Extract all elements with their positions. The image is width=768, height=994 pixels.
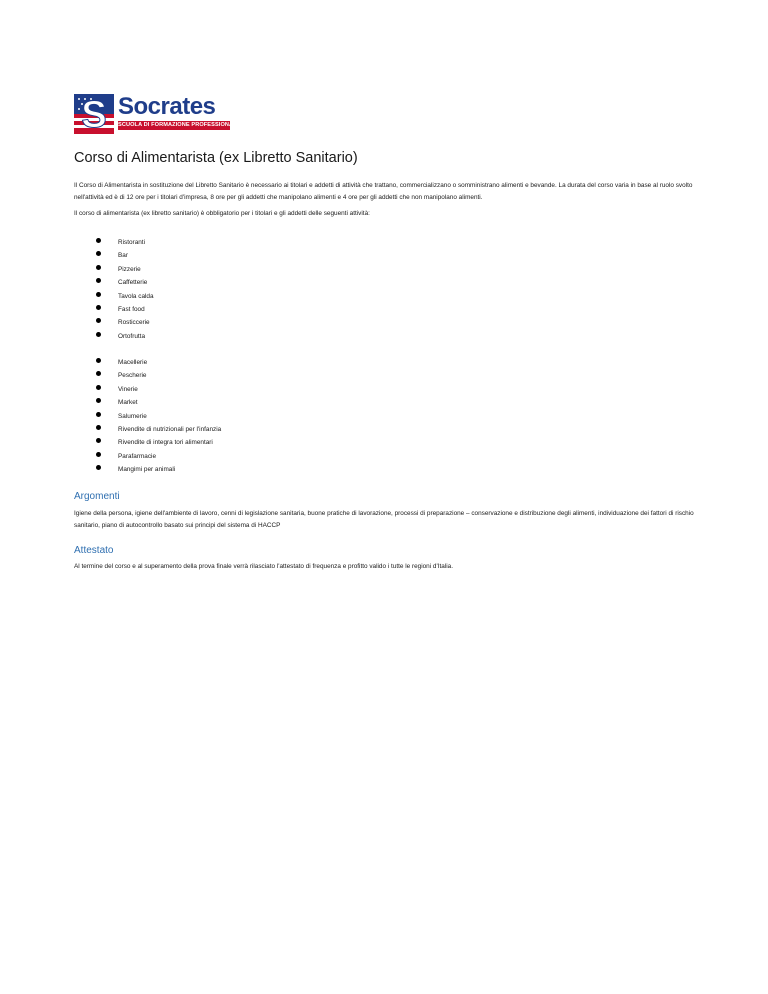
bullet-icon: [96, 398, 101, 403]
list-item-label: Bar: [118, 252, 128, 260]
activities-list-1: [92, 236, 154, 343]
attestato-heading: Attestato: [74, 545, 114, 556]
bullet-icon: [96, 318, 101, 323]
list-item-label: Salumerie: [118, 412, 147, 420]
bullet-icon: [96, 292, 101, 297]
page-title: Corso di Alimentarista (ex Libretto Sanitario): [74, 150, 358, 166]
list-item: [92, 330, 154, 343]
bullet-icon: [96, 425, 101, 430]
bullet-icon: [96, 251, 101, 256]
attestato-text: Al termine del corso e al superamento della prova finale verrà rilasciato l'attestato di frequenza e profitto valido i tutte le regioni d'Italia.: [74, 563, 453, 570]
bullet-icon: [96, 385, 101, 390]
list-item: [92, 423, 221, 436]
bullet-icon: [96, 371, 101, 376]
obligation-paragraph: Il corso di alimentarista (ex libretto sanitario) è obbligatorio per i titolari e gli addetti delle seguenti attività:: [74, 210, 370, 217]
bullet-icon: [96, 412, 101, 417]
list-item-label: Market: [118, 399, 138, 407]
list-item-label: Rivendite di nutrizionali per l'infanzia: [118, 425, 222, 433]
list-item: [92, 263, 154, 276]
list-item: [92, 249, 154, 262]
socrates-logo: [74, 93, 241, 134]
list-item-label: Rosticcerie: [118, 319, 150, 327]
bullet-icon: [96, 305, 101, 310]
list-item: [92, 236, 154, 249]
list-item-label: Vinerie: [118, 385, 138, 393]
list-item: [92, 276, 154, 289]
list-item: [92, 303, 154, 316]
list-item: [92, 383, 221, 396]
list-item-label: Tavola calda: [118, 292, 154, 300]
intro-paragraph: Il Corso di Alimentarista in sostituzione del Libretto Sanitario è necessario ai titolari e addetti di attività che trattano, commercializzano o somministrano alimenti e bevande. La durata del corso varia in base al ruolo svolto nell'attività ed è di 12 ore per i titolari d'impresa, 8 ore per gli addetti che manipolano alimenti e 4 ore per gli addetti che non manipolano alimenti.: [74, 182, 693, 201]
bullet-icon: [96, 332, 101, 337]
svg-text:S: S: [81, 94, 107, 134]
bullet-icon: [96, 438, 101, 443]
argomenti-text: Igiene della persona, igiene dell'ambiente di lavoro, cenni di legislazione sanitaria, buone pratiche di lavorazione, processi di preparazione – conservazione e distribuzione degli alimenti, individuazione dei fattori di rischio sanitario, piano di autocontrollo basato sui principi del sistema di HACCP: [74, 510, 694, 529]
list-item-label: Pescherie: [118, 372, 147, 380]
logo-tagline: SCUOLA DI FORMAZIONE PROFESSIONALE: [118, 122, 241, 128]
list-item: [92, 316, 154, 329]
list-item: [92, 396, 221, 409]
bullet-icon: [96, 238, 101, 243]
list-item: [92, 463, 221, 476]
bullet-icon: [96, 265, 101, 270]
bullet-icon: [96, 358, 101, 363]
list-item-label: Fast food: [118, 305, 145, 313]
list-item: [92, 369, 221, 382]
list-item-label: Ristoranti: [118, 239, 145, 246]
list-item-label: Parafarmacie: [118, 452, 157, 460]
list-item-label: Rivendite di integra tori alimentari: [118, 439, 213, 447]
list-item: [92, 436, 221, 449]
logo-wordmark: Socrates: [118, 93, 216, 120]
argomenti-heading: Argomenti: [74, 491, 120, 502]
list-item-label: Mangimi per animali: [118, 466, 176, 474]
list-item-label: Pizzerie: [118, 265, 141, 273]
activities-list-2: [92, 356, 221, 477]
list-item: [92, 410, 221, 423]
bullet-icon: [96, 465, 101, 470]
list-item: [92, 450, 221, 463]
list-item-label: Caffetterie: [118, 279, 148, 287]
list-item: [92, 290, 154, 303]
list-item-label: Ortofrutta: [118, 332, 145, 340]
list-item: [92, 356, 221, 369]
bullet-icon: [96, 452, 101, 457]
list-item-label: Macellerie: [118, 359, 148, 366]
socrates-s-mark-icon: [74, 94, 114, 134]
bullet-icon: [96, 278, 101, 283]
